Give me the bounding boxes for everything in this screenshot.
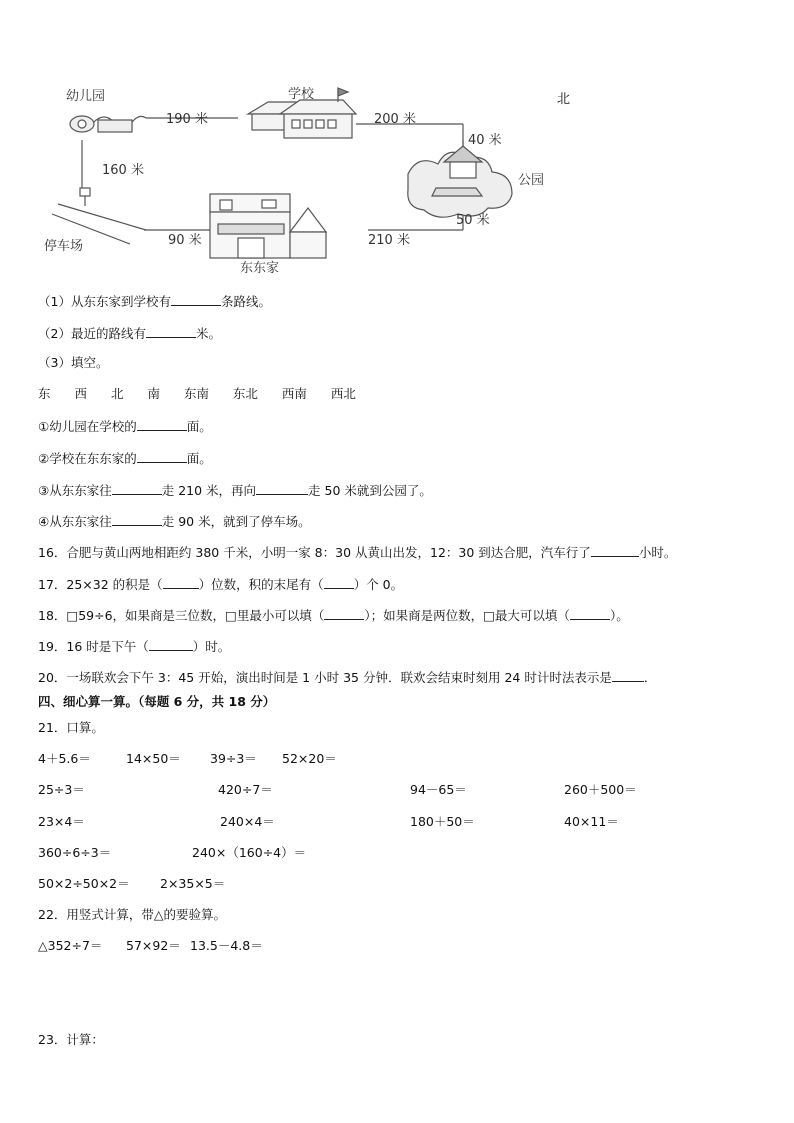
answer-blank[interactable] [171,292,221,306]
label-school: 学校 [288,87,315,102]
kindergarten-icon [70,116,146,132]
q15-sub1-suffix: 面。 [186,419,212,434]
calc-item: 50×2÷50×2＝ [38,876,130,891]
calc-item: 2×35×5＝ [160,876,226,891]
q15-sub3-mid: 走 210 米，再向 [161,483,257,498]
q15-sub4-suffix: 走 90 米，就到了停车场。 [161,514,311,529]
label-parking: 停车场 [44,239,84,254]
calc-item: 420÷7＝ [218,782,273,797]
label-park: 公园 [518,173,545,188]
q16-suffix: 小时。 [638,545,677,560]
dist-kg-down: 160 米 [102,163,144,178]
answer-blank[interactable] [324,575,354,589]
dist-parking-home: 90 米 [168,233,202,248]
q18 [38,606,629,624]
answer-blank[interactable] [256,481,308,495]
answer-blank[interactable] [112,512,162,526]
direction-option: 西 [74,386,87,401]
calc-item: 25÷3＝ [38,782,85,797]
direction-option: 东北 [232,386,258,401]
label-home: 东东家 [240,261,280,276]
q15-sub1 [38,417,212,435]
answer-blank[interactable] [324,606,364,620]
vertical-calc-item: 13.5－4.8＝ [190,938,263,953]
q20-text: 20．一场联欢会下午 3：45 开始，演出时间是 1 小时 35 分钟．联欢会结束时刻用 24 时计时法表示是 [38,670,612,685]
dist-park-down: 50 米 [456,213,490,228]
q17-mid: ）位数，积的末尾有（ [198,577,324,592]
q15-part1 [38,292,271,310]
q17-suffix: ）个 0。 [353,577,404,592]
q21-title: 21．口算。 [38,720,104,735]
route-map [38,84,558,279]
dist-home-right: 210 米 [368,233,410,248]
calc-item: 180＋50＝ [410,814,475,829]
dist-school-right: 200 米 [374,112,416,127]
q15-sub3-suffix: 走 50 米就到公园了。 [308,483,432,498]
answer-blank[interactable] [137,449,187,463]
direction-option: 北 [110,386,124,401]
calc-item: 52×20＝ [282,751,337,766]
calc-item: 360÷6÷3＝ [38,845,112,860]
answer-blank[interactable] [112,481,162,495]
q15-part3: （3）填空。 [38,355,109,370]
dist-kg-school: 190 米 [166,112,208,127]
calc-item: 240×4＝ [220,814,275,829]
answer-blank[interactable] [163,575,199,589]
q15-sub1-text: ①幼儿园在学校的 [38,419,137,434]
q20-suffix: ． [643,670,657,685]
direction-option: 西南 [281,386,307,401]
calc-item: 40×11＝ [564,814,619,829]
direction-option: 东 [38,386,51,401]
q22-title: 22．用竖式计算，带△的要验算。 [38,907,227,922]
home-icon [210,194,326,258]
park-icon [408,140,512,217]
calc-item: 39÷3＝ [210,751,257,766]
q15-sub3-text: ③从东东家往 [38,483,112,498]
answer-blank[interactable] [149,637,193,651]
q18-mid: ）；如果商是两位数，□最大可以填（ [364,608,570,623]
direction-option: 南 [147,386,160,401]
parking-icon [80,188,90,206]
vertical-calc-item: △352÷7＝ [38,938,103,953]
calc-item: 23×4＝ [38,814,85,829]
q15-part2 [38,324,221,342]
q16-text: 16．合肥与黄山两地相距约 380 千米，小明一家 8：30 从黄山出发，12：30 到达合肥，汽车行了 [38,545,591,560]
q15-sub2 [38,449,212,467]
dist-right-park: 40 米 [468,133,502,148]
calc-item: 240×（160÷4）＝ [192,845,307,860]
q17-text: 17．25×32 的积是（ [38,577,163,592]
q15-part1-suffix: 条路线。 [220,294,271,309]
q15-sub4 [38,512,311,530]
direction-option: 东南 [183,386,209,401]
section-heading: 四、细心算一算。（每题 6 分，共 18 分） [38,694,276,709]
q16 [38,543,676,561]
vertical-calc-item: 57×92＝ [126,938,181,953]
answer-blank[interactable] [612,668,644,682]
direction-options [38,386,356,402]
answer-blank[interactable] [591,543,639,557]
calc-item: 14×50＝ [126,751,181,766]
q15-part1-text: （1）从东东家到学校有 [38,294,171,309]
answer-blank[interactable] [570,606,610,620]
north-label: 北 [557,92,571,107]
q15-part2-text: （2）最近的路线有 [38,326,146,341]
q15-sub3 [38,481,432,499]
q18-suffix: ）。 [609,608,629,623]
q15-sub2-suffix: 面。 [186,451,212,466]
q23-title: 23．计算： [38,1032,104,1047]
q19 [38,637,230,655]
direction-option: 西北 [330,386,356,401]
calc-item: 260＋500＝ [564,782,637,797]
q18-text: 18．□59÷6，如果商是三位数，□里最小可以填（ [38,608,325,623]
q20 [38,668,656,686]
q19-suffix: ）时。 [192,639,231,654]
q17 [38,575,403,593]
q19-text: 19．16 时是下午（ [38,639,149,654]
calc-item: 94－65＝ [410,782,467,797]
q15-sub2-text: ②学校在东东家的 [38,451,137,466]
q15-sub4-text: ④从东东家往 [38,514,112,529]
answer-blank[interactable] [137,417,187,431]
q15-part2-suffix: 米。 [195,326,221,341]
label-kindergarten: 幼儿园 [66,89,106,104]
answer-blank[interactable] [146,324,196,338]
calc-item: 4＋5.6＝ [38,751,91,766]
